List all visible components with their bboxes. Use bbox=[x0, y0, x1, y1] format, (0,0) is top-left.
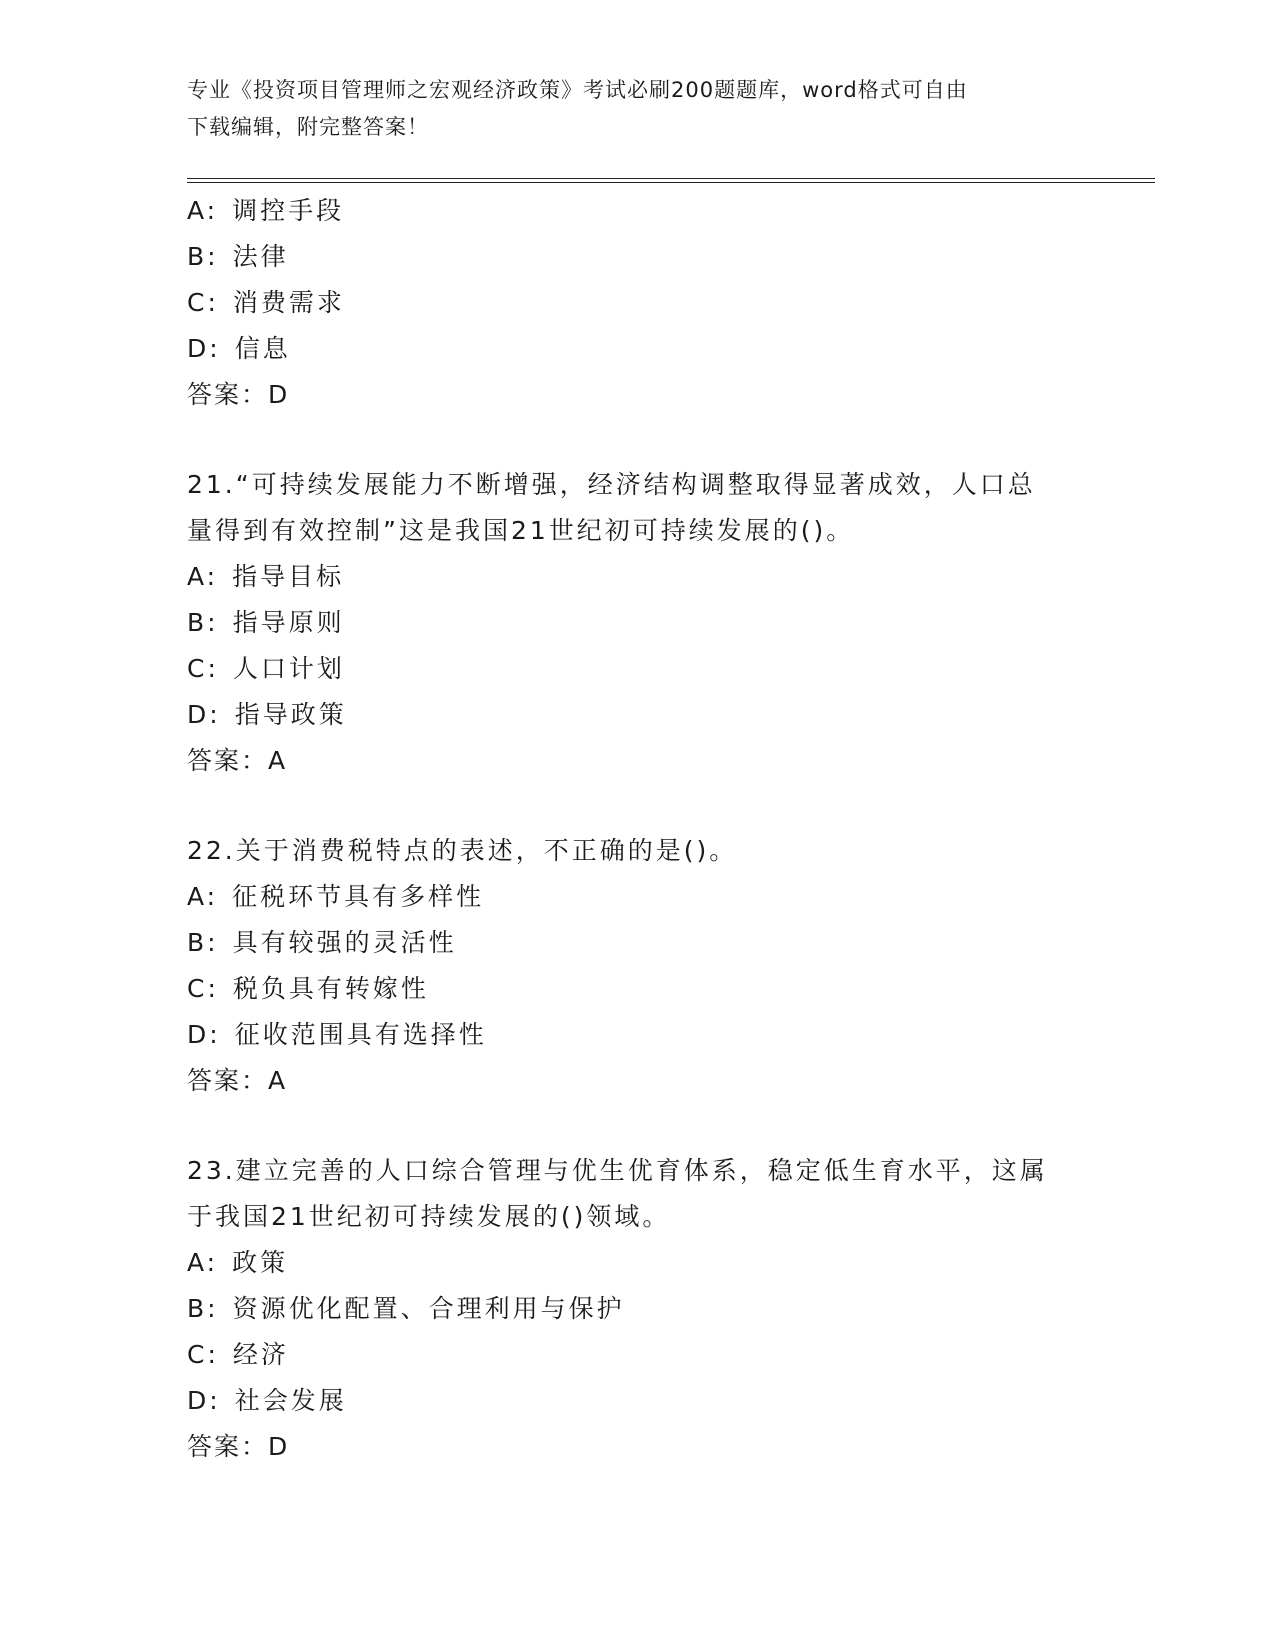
option-a: A: 调控手段 bbox=[187, 196, 345, 225]
option-c: C: 经济 bbox=[187, 1340, 289, 1369]
header-divider bbox=[187, 178, 1155, 183]
question-list bbox=[187, 188, 1087, 1470]
option-d: D: 信息 bbox=[187, 334, 291, 363]
option-a: A: 指导目标 bbox=[187, 562, 345, 591]
document-header bbox=[187, 72, 1067, 146]
stem-line-1: 21.“可持续发展能力不断增强，经济结构调整取得显著成效，人口总 bbox=[187, 470, 1036, 499]
option-c: C: 人口计划 bbox=[187, 654, 345, 683]
stem-line-2: 于我国21世纪初可持续发展的()领域。 bbox=[187, 1202, 671, 1231]
question-23 bbox=[187, 1148, 1087, 1470]
question-22 bbox=[187, 828, 1087, 1104]
answer-line: 答案：A bbox=[187, 1066, 288, 1095]
stem-line-1: 22.关于消费税特点的表述，不正确的是()。 bbox=[187, 836, 738, 865]
option-b: B: 法律 bbox=[187, 242, 289, 271]
option-d: D: 社会发展 bbox=[187, 1386, 347, 1415]
option-b: B: 具有较强的灵活性 bbox=[187, 928, 457, 957]
option-c: C: 税负具有转嫁性 bbox=[187, 974, 429, 1003]
answer-line: 答案：D bbox=[187, 1432, 290, 1461]
header-line-1: 专业《投资项目管理师之宏观经济政策》考试必刷200题题库，word格式可自由 bbox=[187, 78, 968, 102]
answer-line: 答案：D bbox=[187, 380, 290, 409]
question-stem bbox=[187, 1148, 1087, 1240]
header-line-2: 下载编辑，附完整答案！ bbox=[187, 115, 429, 139]
stem-line-1: 23.建立完善的人口综合管理与优生优育体系，稳定低生育水平，这属 bbox=[187, 1156, 1048, 1185]
option-c: C: 消费需求 bbox=[187, 288, 345, 317]
option-b: B: 资源优化配置、合理利用与保护 bbox=[187, 1294, 625, 1323]
option-b: B: 指导原则 bbox=[187, 608, 345, 637]
question-stem bbox=[187, 462, 1087, 554]
option-d: D: 指导政策 bbox=[187, 700, 347, 729]
question-stem bbox=[187, 828, 1087, 874]
option-a: A: 征税环节具有多样性 bbox=[187, 882, 485, 911]
option-d: D: 征收范围具有选择性 bbox=[187, 1020, 487, 1049]
option-a: A: 政策 bbox=[187, 1248, 289, 1277]
question-21 bbox=[187, 462, 1087, 784]
answer-line: 答案：A bbox=[187, 746, 288, 775]
stem-line-2: 量得到有效控制”这是我国21世纪初可持续发展的()。 bbox=[187, 516, 855, 545]
question-20 bbox=[187, 188, 1087, 418]
